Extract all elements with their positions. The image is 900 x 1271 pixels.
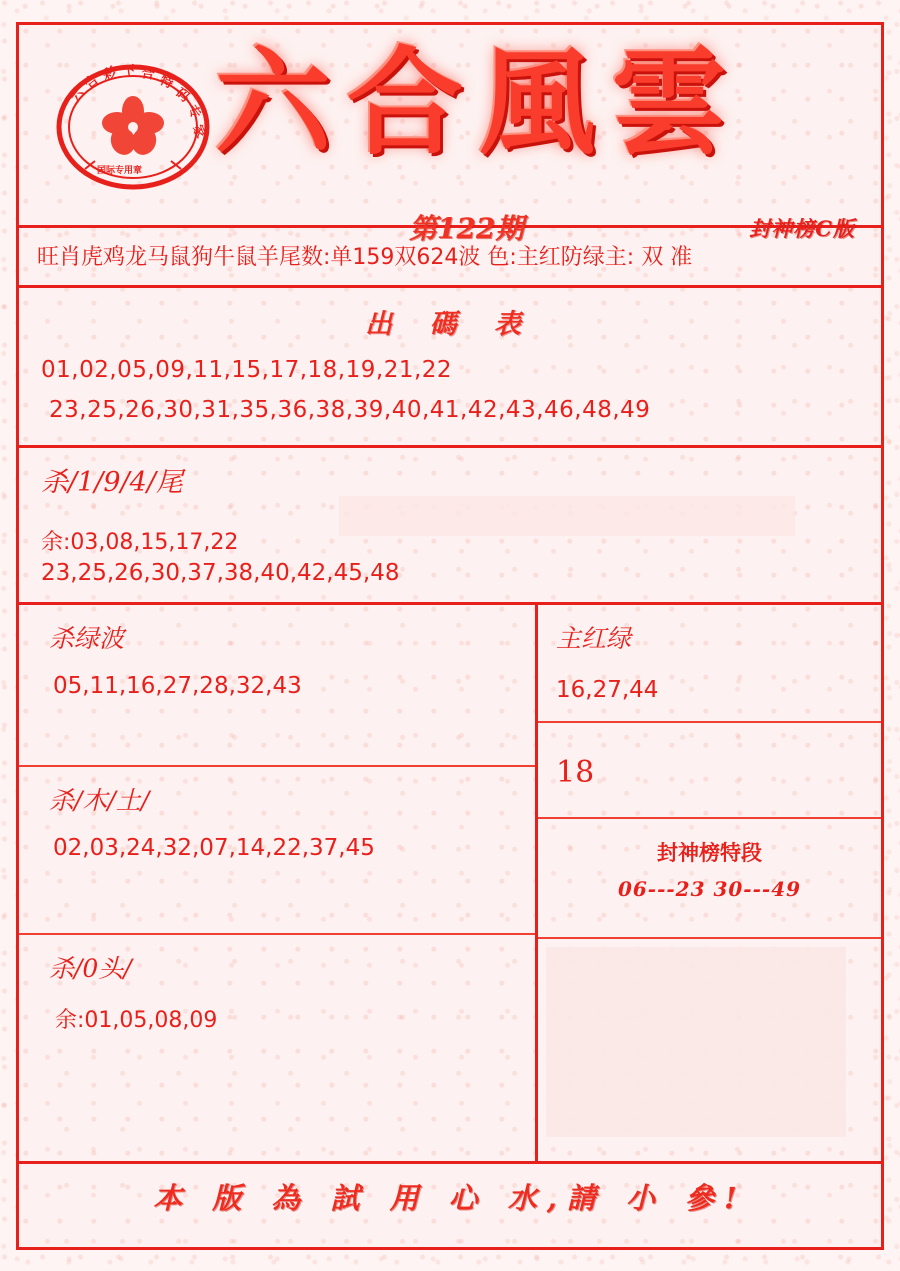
svg-text:下: 下 bbox=[121, 63, 137, 80]
kill-green-wave-cell bbox=[19, 605, 535, 767]
kill-remainder-line-1: 余:03,08,15,17,22 bbox=[41, 530, 239, 555]
placeholder-box bbox=[546, 947, 846, 1137]
main-red-green-title: 主红绿 bbox=[556, 624, 632, 653]
special-range-cell bbox=[538, 819, 881, 939]
kill-tail-title: 杀/1/9/4/尾 bbox=[41, 467, 183, 498]
codes-line-1: 01,02,05,09,11,15,17,18,19,21,22 bbox=[41, 357, 453, 383]
flower-icon bbox=[102, 96, 164, 158]
page-title: 六合風雲 bbox=[215, 35, 743, 171]
kill-zero-head-title: 杀/0头/ bbox=[49, 954, 132, 983]
svg-text:家: 家 bbox=[189, 122, 209, 141]
empty-placeholder-cell bbox=[538, 947, 881, 1161]
kill-green-wave-title: 杀绿波 bbox=[49, 624, 125, 653]
predictions-left-column bbox=[19, 605, 538, 1161]
svg-text:国际专用章: 国际专用章 bbox=[97, 166, 143, 176]
kill-tail-section bbox=[19, 448, 881, 605]
blank-highlight-box bbox=[339, 496, 795, 536]
main-red-green-cell bbox=[538, 605, 881, 723]
kill-zero-head-numbers: 余:01,05,08,09 bbox=[55, 1008, 218, 1033]
codes-section bbox=[19, 288, 881, 448]
codes-section-title: 出 碼 表 bbox=[365, 309, 535, 340]
edition-badge: 封神榜C版 bbox=[749, 216, 855, 241]
svg-text:码: 码 bbox=[172, 85, 193, 106]
main-red-green-numbers: 16,27,44 bbox=[556, 677, 659, 703]
kill-wood-earth-title: 杀/木/土/ bbox=[49, 786, 150, 815]
special-range-numbers: 06---23 30---49 bbox=[617, 877, 802, 901]
footer-disclaimer: 本 版 為 試 用 心 水,請 小 參! bbox=[153, 1180, 747, 1215]
poster-header bbox=[19, 25, 881, 245]
kill-wood-earth-cell bbox=[19, 767, 535, 935]
svg-text:专: 专 bbox=[183, 102, 204, 122]
kill-green-wave-numbers: 05,11,16,27,28,32,43 bbox=[53, 673, 302, 699]
svg-text:六: 六 bbox=[68, 85, 89, 106]
svg-text:特: 特 bbox=[157, 72, 176, 92]
kill-zero-head-cell bbox=[19, 935, 535, 1125]
single-number-cell bbox=[538, 723, 881, 819]
kill-remainder-line-2: 23,25,26,30,37,38,40,42,45,48 bbox=[41, 560, 400, 586]
poster-frame bbox=[16, 22, 884, 1250]
codes-line-2: 23,25,26,30,31,35,36,38,39,40,41,42,43,46,48,49 bbox=[49, 397, 651, 423]
svg-text:合: 合 bbox=[82, 72, 102, 93]
predictions-grid bbox=[19, 605, 881, 1164]
svg-text:彩: 彩 bbox=[100, 64, 119, 84]
tips-row: 旺肖虎鸡龙马鼠狗牛鼠羊尾数:单159双624波 色:主红防绿主: 双 准 bbox=[19, 228, 881, 288]
poster-footer bbox=[19, 1164, 881, 1228]
predictions-right-column bbox=[538, 605, 881, 1161]
issue-number: 第122期 bbox=[409, 212, 524, 245]
kill-wood-earth-numbers: 02,03,24,32,07,14,22,37,45 bbox=[53, 835, 375, 861]
special-range-title: 封神榜特段 bbox=[657, 840, 762, 865]
seal-stamp bbox=[55, 63, 211, 191]
svg-text:合: 合 bbox=[140, 66, 156, 83]
single-number-value: 18 bbox=[556, 754, 595, 790]
